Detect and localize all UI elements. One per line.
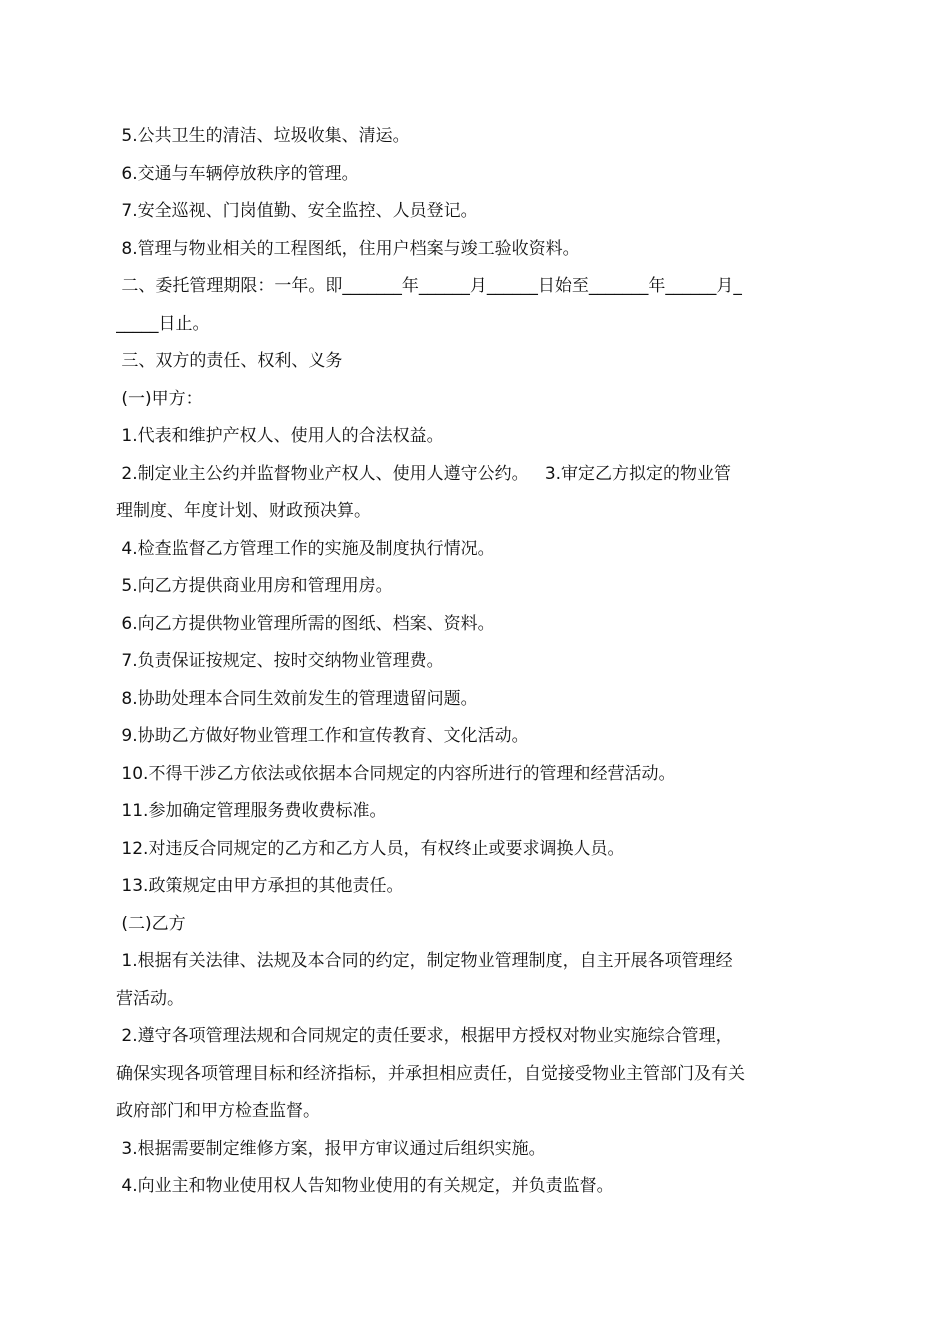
paragraph-line: 2.制定业主公约并监督物业产权人、使用人遵守公约。 3.审定乙方拟定的物业管 — [116, 463, 732, 484]
term-line: 二、委托管理期限：一年。即_______年______月______日始至_______年______月_ — [116, 276, 742, 296]
term-line-cont: _____日止。 — [116, 313, 210, 334]
paragraph-line: 7.负责保证按规定、按时交纳物业管理费。 — [116, 651, 444, 671]
paragraph-line: 6.向乙方提供物业管理所需的图纸、档案、资料。 — [116, 613, 495, 634]
section-heading: 三、双方的责任、权利、义务 — [116, 351, 343, 371]
subsection-heading: (二)乙方 — [116, 913, 186, 934]
paragraph-line: 7.安全巡视、门岗值勤、安全监控、人员登记。 — [116, 201, 478, 221]
paragraph-line: 1.根据有关法律、法规及本合同的约定，制定物业管理制度，自主开展各项管理经 — [116, 951, 733, 971]
paragraph-line-cont: 政府部门和甲方检查监督。 — [116, 1101, 320, 1121]
paragraph-line: 4.向业主和物业使用权人告知物业使用的有关规定，并负责监督。 — [116, 1176, 614, 1196]
paragraph-line-cont: 确保实现各项管理目标和经济指标，并承担相应责任，自觉接受物业主管部门及有关 — [116, 1063, 745, 1084]
paragraph-line-cont: 营活动。 — [116, 988, 184, 1009]
subsection-heading: (一)甲方： — [116, 388, 203, 409]
paragraph-line: 13.政策规定由甲方承担的其他责任。 — [116, 876, 404, 896]
paragraph-line: 9.协助乙方做好物业管理工作和宣传教育、文化活动。 — [116, 726, 529, 746]
paragraph-line: 10.不得干涉乙方依法或依据本合同规定的内容所进行的管理和经营活动。 — [116, 763, 676, 784]
paragraph-line: 5.向乙方提供商业用房和管理用房。 — [116, 576, 393, 596]
paragraph-line: 3.根据需要制定维修方案，报甲方审议通过后组织实施。 — [116, 1138, 546, 1159]
paragraph-line: 8.协助处理本合同生效前发生的管理遗留问题。 — [116, 688, 478, 709]
document-body — [116, 118, 840, 1206]
paragraph-line: 8.管理与物业相关的工程图纸，住用户档案与竣工验收资料。 — [116, 238, 580, 259]
paragraph-line: 6.交通与车辆停放秩序的管理。 — [116, 163, 359, 184]
paragraph-line-cont: 理制度、年度计划、财政预决算。 — [116, 501, 371, 521]
paragraph-line: 1.代表和维护产权人、使用人的合法权益。 — [116, 426, 444, 446]
paragraph-line: 2.遵守各项管理法规和合同规定的责任要求，根据甲方授权对物业实施综合管理， — [116, 1026, 733, 1046]
paragraph-line: 11.参加确定管理服务费收费标准。 — [116, 801, 387, 821]
paragraph-line: 12.对违反合同规定的乙方和乙方人员，有权终止或要求调换人员。 — [116, 838, 625, 859]
paragraph-line: 4.检查监督乙方管理工作的实施及制度执行情况。 — [116, 538, 495, 559]
paragraph-line: 5.公共卫生的清洁、垃圾收集、清运。 — [116, 126, 410, 146]
